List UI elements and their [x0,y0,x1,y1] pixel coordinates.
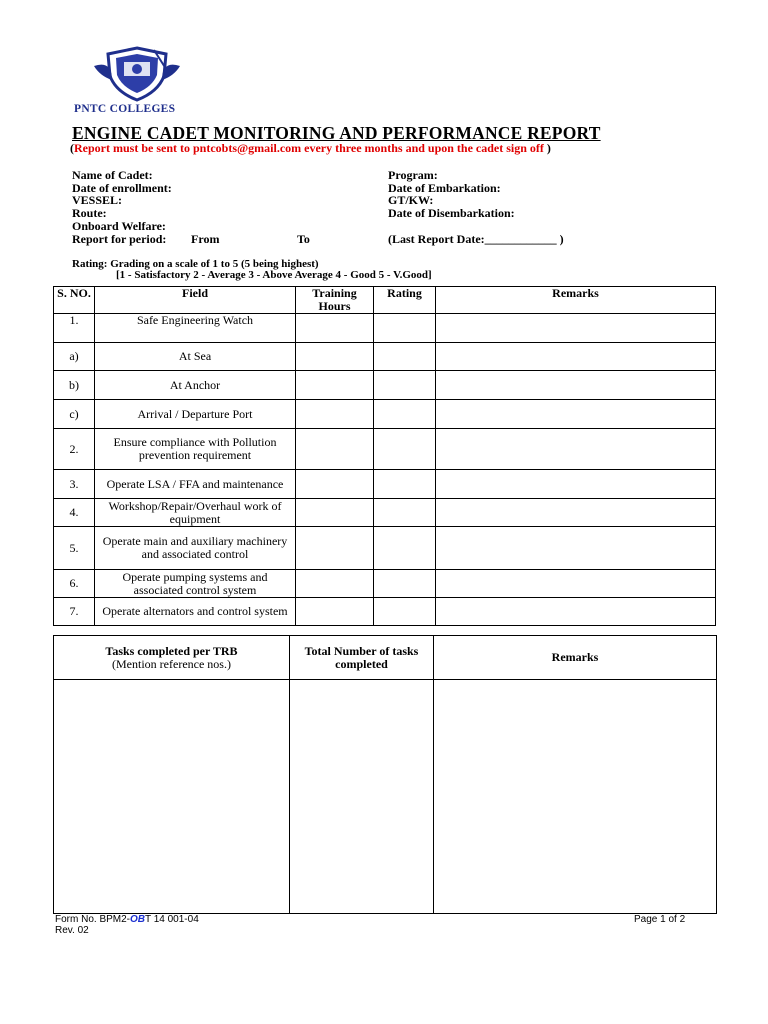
training-hours-cell[interactable] [296,371,374,400]
page-number: Page 1 of 2 [634,914,686,925]
rating-cell[interactable] [374,470,436,499]
training-hours-cell[interactable] [296,400,374,429]
rating-cell[interactable] [374,598,436,626]
row-number: b) [54,371,95,400]
report-period-label: Report for period: [72,232,167,246]
enrollment-date-label: Date of enrollment: [72,181,172,195]
table-row [54,570,716,598]
rating-cell[interactable] [374,499,436,527]
form-number: Form No. BPM2-OBT 14 001-04 [55,914,199,925]
rating-cell[interactable] [374,343,436,371]
row-field: Operate main and auxiliary machinery and associated control [95,527,296,570]
row-field: Operate pumping systems and associated control system [95,570,296,598]
col-header-sno: S. NO. [54,287,95,314]
report-instructions-text: Report must be sent to pntcobts@gmail.com every three months and upon the cadet sign off [74,141,544,155]
college-name: PNTC COLLEGES [74,103,176,115]
remarks-cell[interactable] [436,499,716,527]
col-header-remarks: Remarks [436,287,716,314]
rating-cell[interactable] [374,314,436,343]
training-hours-cell[interactable] [296,343,374,371]
college-crest-logo [92,46,182,102]
last-report-date-label: (Last Report Date:____________ ) [388,232,564,246]
rating-cell[interactable] [374,429,436,470]
rating-scale-description: Rating: Grading on a scale of 1 to 5 (5 being highest) [72,258,319,270]
tasks-completed-cell[interactable] [54,680,290,914]
report-instructions: (Report must be sent to pntcobts@gmail.com every three months and upon the cadet sign off ) [70,141,551,155]
row-field: Workshop/Repair/Overhaul work of equipment [95,499,296,527]
training-hours-cell[interactable] [296,598,374,626]
table-row [54,343,716,371]
row-number: 7. [54,598,95,626]
tasks-completed-header [54,636,290,680]
table-row [54,598,716,626]
rating-cell[interactable] [374,371,436,400]
row-field: Operate alternators and control system [95,598,296,626]
row-field: Safe Engineering Watch [95,314,296,343]
training-hours-cell[interactable] [296,499,374,527]
cadet-name-label: Name of Cadet: [72,168,153,182]
performance-table [53,286,716,626]
row-field: Ensure compliance with Pollution prevention requirement [95,429,296,470]
row-number: 6. [54,570,95,598]
remarks-cell[interactable] [436,371,716,400]
program-label: Program: [388,168,438,182]
row-number: c) [54,400,95,429]
gt-kw-label: GT/KW: [388,193,434,207]
row-number: 3. [54,470,95,499]
disembarkation-date-label: Date of Disembarkation: [388,206,515,220]
table-header-row [54,287,716,314]
tasks-table [53,635,717,914]
table-row [54,314,716,343]
training-hours-cell[interactable] [296,429,374,470]
table-row [54,371,716,400]
col-header-rating: Rating [374,287,436,314]
vessel-label: VESSEL: [72,193,123,207]
table-row [54,400,716,429]
row-field: Operate LSA / FFA and maintenance [95,470,296,499]
tasks-completed-subtitle: (Mention reference nos.) [112,656,231,671]
table-row [54,527,716,570]
training-hours-cell[interactable] [296,570,374,598]
remarks-cell[interactable] [436,343,716,371]
remarks-cell[interactable] [436,570,716,598]
col-header-training-hours: Training Hours [296,287,374,314]
tasks-remarks-header: Remarks [434,636,717,680]
training-hours-cell[interactable] [296,314,374,343]
route-label: Route: [72,206,107,220]
training-hours-cell[interactable] [296,470,374,499]
remarks-cell[interactable] [436,598,716,626]
row-number: 4. [54,499,95,527]
row-number: 2. [54,429,95,470]
rating-cell[interactable] [374,527,436,570]
remarks-cell[interactable] [436,429,716,470]
training-hours-cell[interactable] [296,527,374,570]
remarks-cell[interactable] [436,470,716,499]
row-number: 1. [54,314,95,343]
tasks-completed-title: Tasks completed per TRB [105,643,238,658]
table-row [54,429,716,470]
total-tasks-header: Total Number of tasks completed [290,636,434,680]
remarks-cell[interactable] [436,527,716,570]
period-from-label: From [191,232,220,246]
report-title: ENGINE CADET MONITORING AND PERFORMANCE REPORT [72,123,601,143]
onboard-welfare-label: Onboard Welfare: [72,219,166,233]
tasks-remarks-cell[interactable] [434,680,717,914]
table-row [54,470,716,499]
period-to-label: To [297,232,310,246]
row-number: a) [54,343,95,371]
revision-number: Rev. 02 [55,925,89,936]
row-field: At Anchor [95,371,296,400]
rating-cell[interactable] [374,570,436,598]
row-number: 5. [54,527,95,570]
tasks-entry-row [54,680,717,914]
table-row [54,499,716,527]
col-header-field: Field [95,287,296,314]
tasks-header-row [54,636,717,680]
remarks-cell[interactable] [436,314,716,343]
row-field: At Sea [95,343,296,371]
embarkation-date-label: Date of Embarkation: [388,181,501,195]
rating-scale-legend: [1 - Satisfactory 2 - Average 3 - Above Average 4 - Good 5 - V.Good] [116,269,432,281]
total-tasks-cell[interactable] [290,680,434,914]
row-field: Arrival / Departure Port [95,400,296,429]
remarks-cell[interactable] [436,400,716,429]
rating-cell[interactable] [374,400,436,429]
